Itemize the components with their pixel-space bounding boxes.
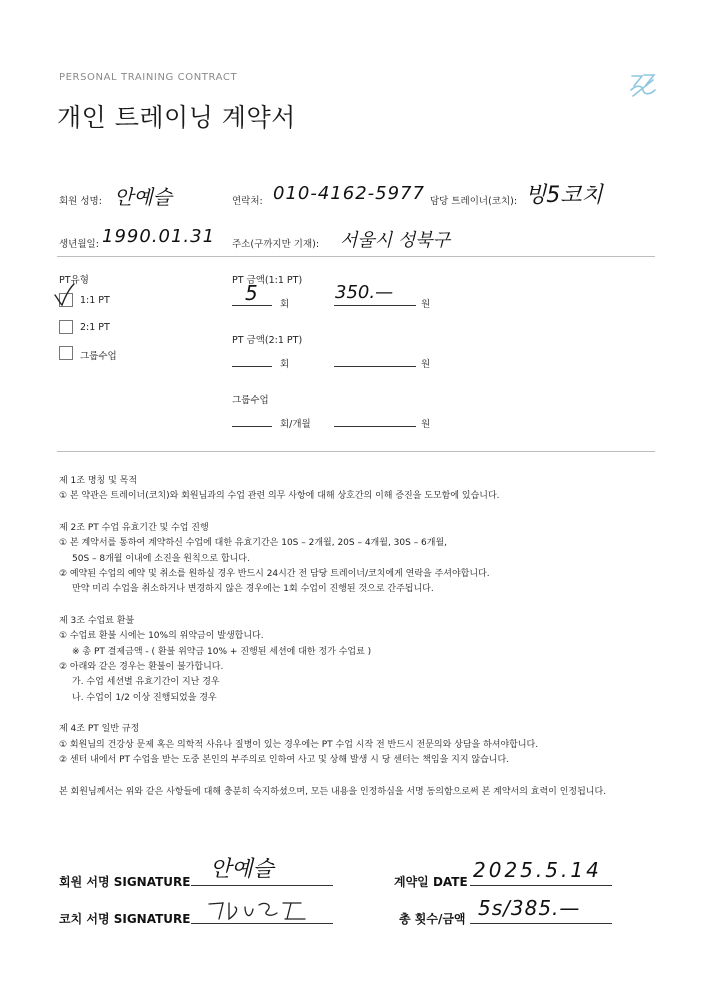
price-group-label: 그룹수업 [232, 395, 269, 406]
member-name-label: 회원 성명: [59, 196, 102, 207]
agreement-text: 본 회원님께서는 위와 같은 사항들에 대해 충분히 숙지하셨으며, 모든 내용을 인정하심을 서명 동의함으로써 본 계약서의 효력이 인정됩니다. [59, 786, 607, 797]
term-1-title: 제 1조 명칭 및 목적 [59, 476, 138, 486]
coach-signature-line [191, 923, 333, 924]
contract-title: 개인 트레이닝 계약서 [57, 103, 296, 132]
member-signature-label: 회원 서명 SIGNATURE [59, 875, 191, 889]
checkmark-icon [52, 282, 76, 308]
phone-value[interactable]: 010-4162-5977 [273, 183, 425, 204]
term-line: ② 센터 내에서 PT 수업을 받는 도중 본인의 부주의로 인하여 사고 및 상해 발생 시 당 센터는 책임을 지지 않습니다. [59, 755, 510, 766]
pt-type-1on1-label: 1:1 PT [80, 295, 110, 306]
term-4-title: 제 4조 PT 일반 규정 [59, 724, 140, 735]
price-group-count-line [232, 426, 272, 427]
price-2on1-label: PT 금액(2:1 PT) [232, 335, 303, 346]
term-line: ① 본 약관은 트레이너(코치)와 회원님과의 수업 관련 의무 사항에 대해 상호간의 이해 증진을 도모함에 있습니다. [59, 491, 500, 502]
terms-section [59, 474, 606, 800]
price-1on1-count[interactable]: 5 [245, 281, 258, 305]
address-label: 주소(구까지만 기재): [232, 239, 320, 250]
trainer-value[interactable]: 빙5코치 [525, 183, 603, 208]
price-1on1-count-unit: 회 [280, 299, 290, 310]
term-line: 50S – 8개월 이내에 소진을 원칙으로 합니다. [72, 553, 250, 564]
section-divider [57, 256, 655, 257]
pt-type-group-checkbox[interactable] [59, 346, 73, 360]
price-1on1-amount-line [334, 305, 416, 306]
pt-type-label: PT유형 [59, 275, 89, 286]
term-line: 가. 수업 세션별 유효기간이 지난 경우 [72, 677, 220, 688]
price-2on1-count-unit: 회 [280, 359, 290, 370]
address-value[interactable]: 서울시 성북구 [340, 230, 451, 251]
term-line: ① 회원님의 건강상 문제 혹은 의학적 사유나 질병이 있는 경우에는 PT 수업 시작 전 반드시 전문의와 상담을 하셔야합니다. [59, 739, 539, 750]
price-group-count-unit: 회/개월 [280, 419, 311, 430]
contract-subtitle: PERSONAL TRAINING CONTRACT [59, 72, 238, 83]
term-3-title: 제 3조 수업료 환불 [59, 615, 135, 626]
contract-date-value[interactable]: 2025.5.14 [473, 858, 602, 882]
term-line: ① 본 계약서를 통하여 계약하신 수업에 대한 유효기간은 10S – 2개월, 20S – 4개월, 30S – 6개월, [59, 538, 448, 549]
pt-type-group-label: 그룹수업 [80, 351, 117, 362]
trainer-label: 담당 트레이너(코치): [430, 196, 518, 207]
birth-label: 생년월일: [59, 239, 99, 250]
term-line: ① 수업료 환불 시에는 10%의 위약금이 발생합니다. [59, 631, 264, 642]
term-line: ② 예약된 수업의 예약 및 취소를 원하실 경우 반드시 24시간 전 담당 트레이너/코치에게 연락을 주셔야합니다. [59, 569, 490, 580]
coach-signature-label: 코치 서명 SIGNATURE [59, 912, 191, 926]
pt-type-2on1-label: 2:1 PT [80, 322, 110, 333]
price-group-amount-line [334, 426, 416, 427]
member-signature-value[interactable]: 안예슬 [210, 857, 274, 882]
price-1on1-count-line [232, 305, 272, 306]
section-divider [57, 451, 655, 452]
contract-date-label: 계약일 DATE [394, 875, 468, 889]
coach-signature-drawing[interactable] [205, 897, 325, 925]
total-value[interactable]: 5s/385.— [478, 896, 581, 920]
birth-value[interactable]: 1990.01.31 [102, 226, 216, 247]
price-1on1-amount-unit: 원 [421, 299, 431, 310]
phone-label: 연락처: [232, 196, 263, 207]
price-1on1-label: PT 금액(1:1 PT) [232, 275, 303, 286]
member-name-value[interactable]: 안예슬 [114, 185, 172, 209]
term-line: 나. 수업이 1/2 이상 진행되었을 경우 [72, 692, 217, 703]
price-2on1-count-line [232, 366, 272, 367]
price-1on1-amount[interactable]: 350.— [335, 282, 394, 303]
price-2on1-amount-unit: 원 [421, 359, 431, 370]
contract-date-line [470, 885, 612, 886]
term-line: 만약 미리 수업을 취소하거나 변경하지 않은 경우에는 1회 수업이 진행된 것으로 간주됩니다. [72, 584, 434, 595]
term-2-title: 제 2조 PT 수업 유효기간 및 수업 진행 [59, 522, 209, 533]
price-2on1-amount-line [334, 366, 416, 367]
member-signature-line [191, 885, 333, 886]
pt-type-2on1-checkbox[interactable] [59, 320, 73, 334]
total-line [470, 923, 612, 924]
term-line: ※ 총 PT 결제금액 - ( 환불 위약금 10% + 진행된 세션에 대한 정가 수업료 ) [72, 646, 372, 657]
price-group-amount-unit: 원 [421, 419, 431, 430]
total-label: 총 횟수/금액 [399, 912, 466, 926]
brand-logo-icon [628, 70, 658, 100]
term-line: ② 아래와 같은 경우는 환불이 불가합니다. [59, 662, 224, 673]
